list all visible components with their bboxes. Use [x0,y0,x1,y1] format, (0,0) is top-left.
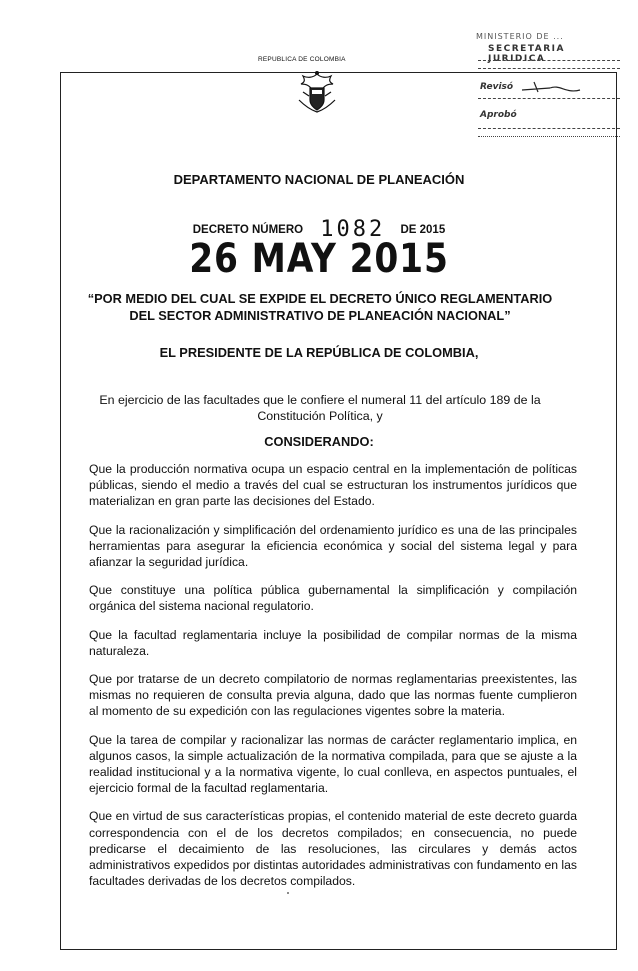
page-mark [287,892,289,894]
consideration-paragraph: Que constituye una política pública gubernamental la simplificación y compilación orgánica del sistema nacional regulatorio. [89,583,577,614]
decree-number: 1082 [320,217,386,242]
considering-heading: CONSIDERANDO: [264,434,374,449]
stamp-reviso: Revisó [480,82,514,92]
decree-date-stamp: 26 MAY 2015 [189,236,449,282]
consideration-paragraph: Que en virtud de sus características propias, el contenido material de este decreto guarda correspondencia con el de los decretos compilados; en consecuencia, no puede predicarse el decaimiento de las resoluciones, las circulares y demás actos administrativos expedidos por distintas autoridades administrativas con fundamento en las facultades derivadas de los decretos compilados. [89,809,577,889]
approval-stamp [470,24,620,144]
stamp-line-1: MINISTERIO DE ... [476,32,564,41]
decree-year: DE 2015 [400,224,446,236]
president-heading: EL PRESIDENTE DE LA REPÚBLICA DE COLOMBIA, [159,345,479,360]
decree-label: DECRETO NÚMERO [192,224,304,236]
considerations-body [89,461,577,901]
stamp-line-2: SECRETARIA JURIDICA [488,44,565,64]
consideration-paragraph: Que la producción normativa ocupa un espacio central en la implementación de políticas públicas, siendo el medio a través del cual se estructuran los instrumentos jurídicos que materializan en gran parte las decisiones del Estado. [89,462,577,509]
decree-title: “POR MEDIO DEL CUAL SE EXPIDE EL DECRETO ÚNICO REGLAMENTARIO DEL SECTOR ADMINISTRATIVO DE PLANEACIÓN NACIONAL” [87,291,553,323]
coat-of-arms-icon [295,70,339,116]
stamp-aprobo: Aprobó [480,110,517,120]
signature-icon [520,78,590,98]
consideration-paragraph: Que por tratarse de un decreto compilatorio de normas reglamentarias preexistentes, las mismas no requieren de consulta previa alguna, dado que las normas fuente cumplieron al momento de su expedición con las regulaciones vigentes sobre la materia. [89,672,577,719]
republic-label: REPUBLICA DE COLOMBIA [258,56,346,63]
exercise-clause: En ejercicio de las facultades que le confiere el numeral 11 del artículo 189 de la Constitución Política, y [99,393,541,423]
consideration-paragraph: Que la tarea de compilar y racionalizar las normas de carácter reglamentario implica, en algunos casos, la simple actualización de la normativa compilada, para que se ajuste a la realidad institucional y a la normativa vigente, lo cual conlleva, en aspectos puntuales, el ejercicio formal de la facultad reglamentaria. [89,732,577,796]
department-heading: DEPARTAMENTO NACIONAL DE PLANEACIÓN [173,172,465,187]
consideration-paragraph: Que la racionalización y simplificación del ordenamiento jurídico es una de las principales herramientas para asegurar la eficiencia económica y social del sistema legal y para afianzar la seguridad jurídica. [89,522,577,570]
consideration-paragraph: Que la facultad reglamentaria incluye la posibilidad de compilar normas de la misma naturaleza. [89,627,577,658]
